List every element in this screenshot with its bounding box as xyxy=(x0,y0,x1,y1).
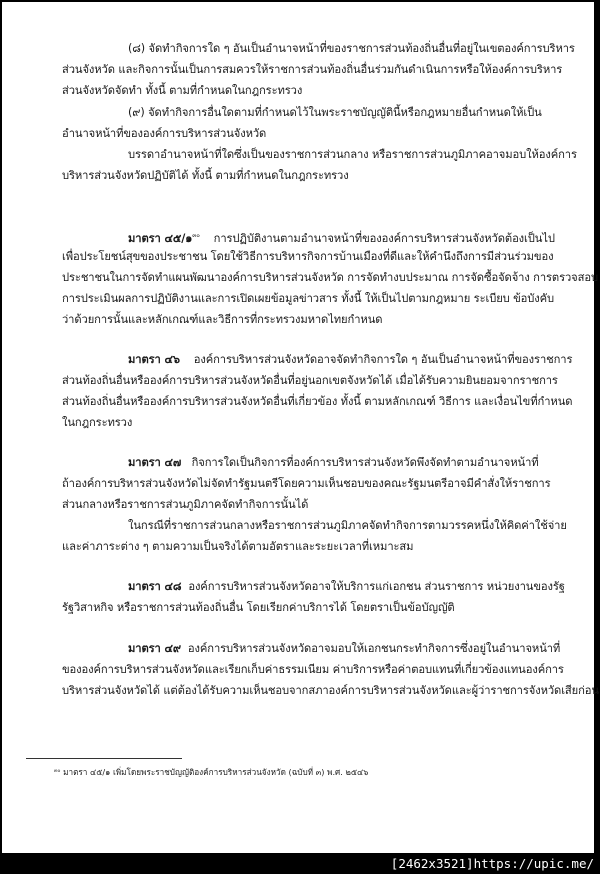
section-45-1-line-5: ว่าด้วยการนั้นและหลักเกณฑ์และวิธีการที่กระทรวงมหาดไทยกำหนด xyxy=(62,313,383,326)
section-48-first-line xyxy=(128,580,565,594)
section-label: มาตรา ๔๗ xyxy=(128,456,182,469)
item-8-line-1: (๘) จัดทำกิจการใด ๆ อันเป็นอำนาจหน้าที่ของราชการส่วนท้องถิ่นอื่นที่อยู่ในเขตองค์การบริหาร xyxy=(128,42,575,55)
section-47-line-2: ถ้าองค์การบริหารส่วนจังหวัดไม่จัดทำรัฐมนตรีโดยความเห็นชอบของคณะรัฐมนตรีอาจมีคำสั่งให้ราชการ xyxy=(62,477,551,490)
image-caption: [2462x3521]https://upic.me/ xyxy=(390,856,594,871)
section-text: องค์การบริหารส่วนจังหวัดอาจมอบให้เอกชนกระทำกิจการซึ่งอยู่ในอำนาจหน้าที่ xyxy=(187,642,561,655)
item-9-line-1: (๙) จัดทำกิจการอื่นใดตามที่กำหนดไว้ในพระราชบัญญัตินี้หรือกฎหมายอื่นกำหนดให้เป็น xyxy=(128,106,542,119)
section-47-first-line xyxy=(128,456,539,470)
section-46-line-4: ในกฎกระทรวง xyxy=(62,416,133,429)
section-49-first-line xyxy=(128,642,560,656)
section-45-1-line-4: การประเมินผลการปฏิบัติงานและการเปิดเผยข้อมูลข่าวสาร ทั้งนี้ ให้เป็นไปตามกฎหมาย ระเบียบ ข้อบังคับ xyxy=(62,292,555,305)
delegation-line-2: บริหารส่วนจังหวัดปฏิบัติได้ ทั้งนี้ ตามที่กำหนดในกฎกระทรวง xyxy=(62,169,349,182)
delegation-line-1: บรรดาอำนาจหน้าที่ใดซึ่งเป็นของราชการส่วนกลาง หรือราชการส่วนภูมิภาคอาจมอบให้องค์การ xyxy=(128,148,577,161)
item-8-line-2: ส่วนจังหวัด และกิจการนั้นเป็นการสมควรให้ราชการส่วนท้องถิ่นอื่นร่วมกันดำเนินการหรือให้องค์การบริหาร xyxy=(62,63,563,76)
section-49-line-3: บริหารส่วนจังหวัดได้ แต่ต้องได้รับความเห็นชอบจากสภาองค์การบริหารส่วนจังหวัดและผู้ว่าราชการจังหวัดเสียก่อน xyxy=(62,684,599,697)
section-46-first-line xyxy=(128,353,572,367)
footnote xyxy=(54,766,368,779)
section-label: มาตรา ๔๕/๑ xyxy=(128,232,193,245)
section-text: องค์การบริหารส่วนจังหวัดอาจให้บริการแก่เอกชน ส่วนราชการ หน่วยงานของรัฐ xyxy=(188,580,565,593)
footnote-divider xyxy=(26,758,182,759)
section-47-para2-line-1: ในกรณีที่ราชการส่วนกลางหรือราชการส่วนภูมิภาคจัดทำกิจการตามวรรคหนึ่งให้คิดค่าใช้จ่าย xyxy=(128,519,567,532)
item-9-line-2: อำนาจหน้าที่ขององค์การบริหารส่วนจังหวัด xyxy=(62,127,267,140)
document-page xyxy=(2,2,599,853)
section-46-line-2: ส่วนท้องถิ่นอื่นหรือองค์การบริหารส่วนจังหวัดอื่นที่อยู่นอกเขตจังหวัดได้ เมื่อได้รับความยินยอมจากราชการ xyxy=(62,374,558,387)
section-47-line-3: ส่วนกลางหรือราชการส่วนภูมิภาคจัดทำกิจการนั้นได้ xyxy=(62,498,309,511)
section-text: องค์การบริหารส่วนจังหวัดอาจจัดทำกิจการใด ๆ อันเป็นอำนาจหน้าที่ของราชการ xyxy=(193,353,573,366)
section-label: มาตรา ๔๘ xyxy=(128,580,182,593)
section-47-para2-line-2: และค่าภาระต่าง ๆ ตามความเป็นจริงได้ตามอัตราและระยะเวลาที่เหมาะสม xyxy=(62,540,414,553)
section-46-line-3: ส่วนท้องถิ่นอื่นหรือองค์การบริหารส่วนจังหวัดอื่นที่เกี่ยวข้อง ทั้งนี้ ตามหลักเกณฑ์ วิธีการ และเงื่อนไขที่กำหนด xyxy=(62,395,573,408)
section-45-1-first-line xyxy=(128,229,555,246)
section-label: มาตรา ๔๙ xyxy=(128,642,181,655)
footnote-ref[interactable]: ๓๐ xyxy=(192,232,200,239)
footnote-marker: ๓๐ xyxy=(54,768,61,774)
footnote-text: มาตรา ๔๕/๑ เพิ่มโดยพระราชบัญญัติองค์การบริหารส่วนจังหวัด (ฉบับที่ ๓) พ.ศ. ๒๕๔๖ xyxy=(63,767,369,777)
section-text: กิจการใดเป็นกิจการที่องค์การบริหารส่วนจังหวัดพึงจัดทำตามอำนาจหน้าที่ xyxy=(191,456,539,469)
section-label: มาตรา ๔๖ xyxy=(128,353,180,366)
section-text: การปฏิบัติงานตามอำนาจหน้าที่ขององค์การบริหารส่วนจังหวัดต้องเป็นไป xyxy=(213,232,555,245)
section-45-1-line-3: ประชาชนในการจัดทำแผนพัฒนาองค์การบริหารส่วนจังหวัด การจัดทำงบประมาณ การจัดซื้อจัดจ้าง การตรวจสอบ xyxy=(62,271,598,284)
section-48-line-2: รัฐวิสาหกิจ หรือราชการส่วนท้องถิ่นอื่น โดยเรียกค่าบริการได้ โดยตราเป็นข้อบัญญัติ xyxy=(62,601,455,614)
section-49-line-2: ขององค์การบริหารส่วนจังหวัดและเรียกเก็บค่าธรรมเนียม ค่าบริการหรือค่าตอบแทนที่เกี่ยวข้องแทนองค์การ xyxy=(62,663,564,676)
item-8-line-3: ส่วนจังหวัดจัดทำ ทั้งนี้ ตามที่กำหนดในกฎกระทรวง xyxy=(62,84,303,97)
section-45-1-line-2: เพื่อประโยชน์สุขของประชาชน โดยใช้วิธีการบริหารกิจการบ้านเมืองที่ดีและให้คำนึงถึงการมีส่วนร่วมของ xyxy=(62,250,554,263)
